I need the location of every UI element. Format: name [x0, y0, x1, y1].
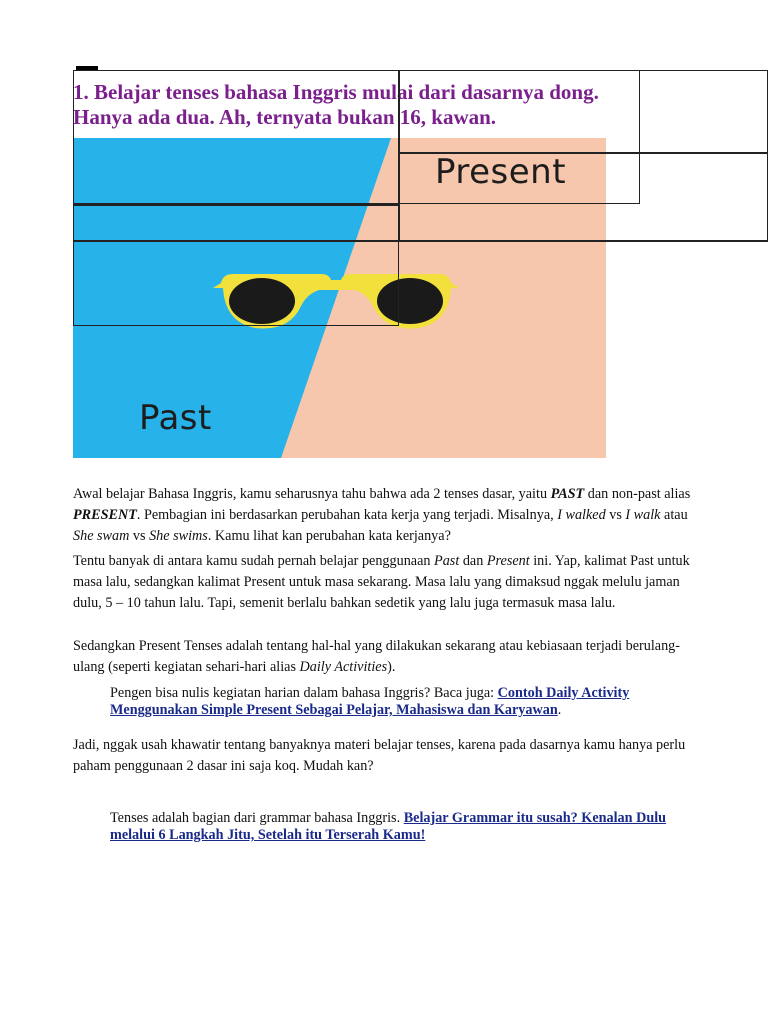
- paragraph-1: Awal belajar Bahasa Inggris, kamu seharusnya tahu bahwa ada 2 tenses dasar, yaitu PAST dan non-past alias PRESENT. Pembagian ini berdasarkan perubahan kata kerja yang terjadi. Misalnya, I walked vs I walk atau She swam vs She swims. Kamu lihat kan perubahan kata kerjanya?: [73, 486, 691, 544]
- present-emphasis: PRESENT: [73, 507, 137, 523]
- read-also-note: Pengen bisa nulis kegiatan harian dalam bahasa Inggris? Baca juga: Contoh Daily Activity Menggunakan Simple Present Sebagai Pelajar, Mahasiswa dan Karyawan.: [110, 685, 630, 718]
- paragraph-4: Jadi, nggak usah khawatir tentang banyaknya materi belajar tenses, karena pada dasarnya kamu hanya perlu paham penggunaan 2 dasar ini saja koq. Mudah kan?: [73, 737, 686, 774]
- grammar-link[interactable]: Belajar Grammar itu susah? Kenalan Dulu melalui 6 Langkah Jitu, Setelah itu Terserah Kamu!: [110, 810, 667, 843]
- paragraph-3: Sedangkan Present Tenses adalah tentang hal-hal yang dilakukan sekarang atau kebiasaan terjadi berulang-ulang (seperti kegiatan sehari-hari alias Daily Activities).: [73, 638, 680, 675]
- present-label: Present: [435, 152, 567, 192]
- section-heading: [73, 80, 713, 130]
- grammar-note: Tenses adalah bagian dari grammar bahasa Inggris. Belajar Grammar itu susah? Kenalan Dulu melalui 6 Langkah Jitu, Setelah itu Terserah Kamu!: [110, 810, 667, 843]
- hero-image: [73, 138, 606, 458]
- past-emphasis: PAST: [550, 486, 585, 502]
- past-label: Past: [139, 398, 212, 438]
- daily-activity-link[interactable]: Contoh Daily Activity Menggunakan Simple Present Sebagai Pelajar, Mahasiswa dan Karyawan: [110, 685, 630, 718]
- header-mark: [76, 66, 98, 70]
- paragraph-2: Tentu banyak di antara kamu sudah pernah belajar penggunaan Past dan Present ini. Yap, kalimat Past untuk masa lalu, sedangkan kalimat Present untuk masa sekarang. Masa lalu yang dimaksud nggak melulu jaman dulu, 5 – 10 tahun lalu. Tapi, semenit berlalu bahkan sedetik yang lalu juga termasuk masa lalu.: [73, 553, 690, 611]
- heading-line-1: 1. Belajar tenses bahasa Inggris mulai dari dasarnya dong.: [73, 80, 599, 104]
- heading-line-2: Hanya ada dua. Ah, ternyata bukan 16, kawan.: [73, 105, 497, 129]
